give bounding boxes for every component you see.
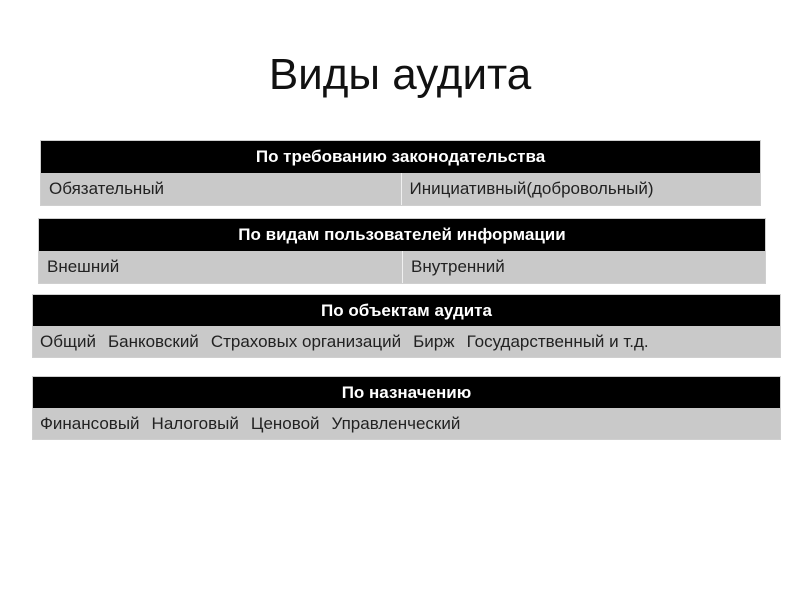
- section-row: [39, 251, 765, 283]
- section-row: [33, 326, 780, 357]
- list-item: Управленческий: [331, 413, 461, 433]
- list-item: Ценовой: [250, 413, 320, 433]
- section-header: По видам пользователей информации: [39, 219, 765, 251]
- section-row: [41, 173, 760, 205]
- list-item: Государственный и т.д.: [466, 331, 649, 351]
- list-item: Бирж: [413, 331, 455, 351]
- section-audit-objects: [32, 294, 781, 358]
- list-item: Налоговый: [151, 413, 239, 433]
- cell-initiative: Инициативный(добровольный): [401, 173, 761, 205]
- cell-external: Внешний: [47, 257, 120, 276]
- list-item: Страховых организаций: [210, 331, 402, 351]
- section-legal-requirement: [40, 140, 761, 206]
- section-purpose: [32, 376, 781, 440]
- list-item: Финансовый: [40, 413, 140, 433]
- list-item: Общий: [40, 331, 96, 351]
- section-row: [33, 408, 780, 439]
- section-info-users: [38, 218, 766, 284]
- section-header: По объектам аудита: [33, 295, 780, 326]
- page-title: Виды аудита: [268, 50, 532, 99]
- list-item: Банковский: [107, 331, 199, 351]
- cell-internal: Внутренний: [402, 251, 765, 283]
- section-header: По назначению: [33, 377, 780, 408]
- section-header: По требованию законодательства: [41, 141, 760, 173]
- cell-mandatory: Обязательный: [49, 179, 165, 198]
